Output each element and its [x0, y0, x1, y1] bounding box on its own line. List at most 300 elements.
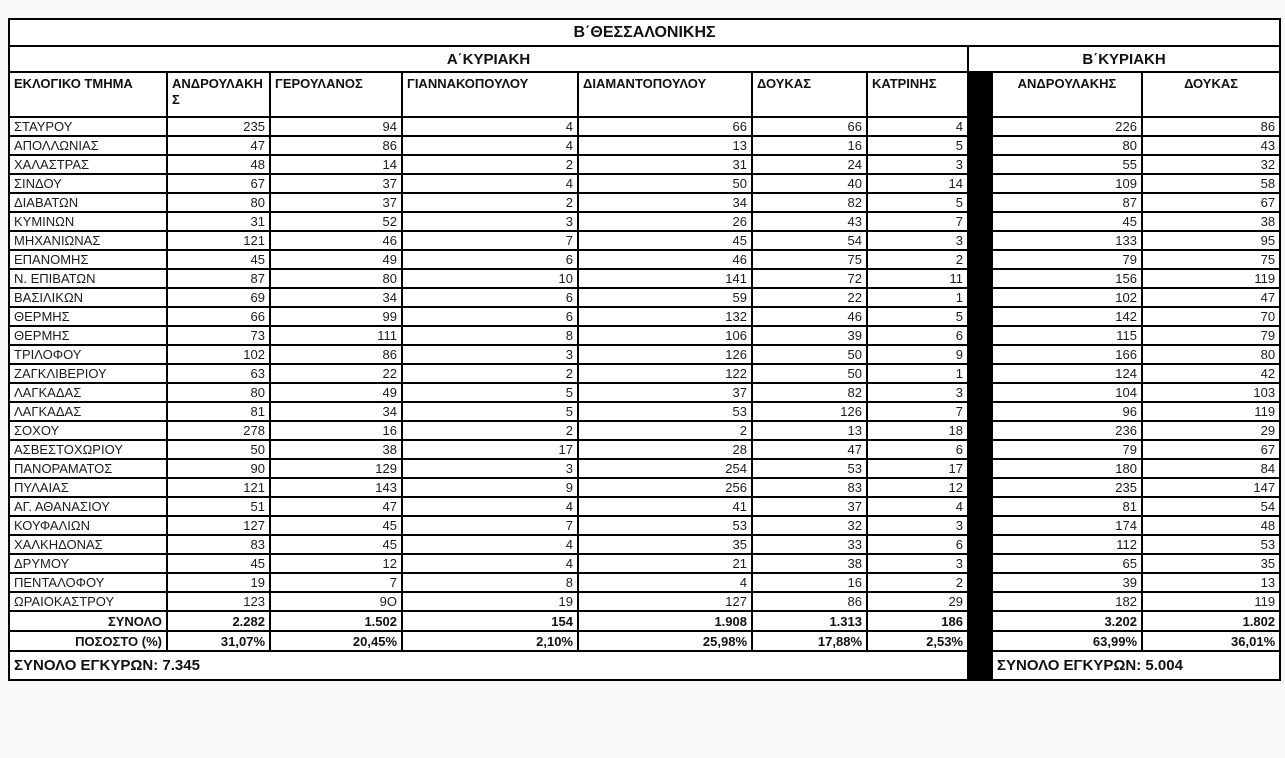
vote-count: 119 [1142, 592, 1280, 611]
table-row [9, 573, 1280, 592]
section-separator [968, 326, 992, 345]
section-separator [968, 307, 992, 326]
percentage-value: 31,07% [167, 631, 270, 651]
section-separator [968, 72, 992, 117]
col-header-doukas-a: ΔΟΥΚΑΣ [752, 72, 867, 117]
table-row [9, 592, 1280, 611]
section-separator [968, 193, 992, 212]
station-name: ΔΡΥΜΟΥ [9, 554, 167, 573]
vote-count: 104 [992, 383, 1142, 402]
table-row [9, 554, 1280, 573]
station-name: ΔΙΑΒΑΤΩΝ [9, 193, 167, 212]
table-row [9, 155, 1280, 174]
totals-row [9, 611, 1280, 631]
station-name: ΑΓ. ΑΘΑΝΑΣΙΟΥ [9, 497, 167, 516]
station-name: ΧΑΛΑΣΤΡΑΣ [9, 155, 167, 174]
section-separator [968, 631, 992, 651]
vote-count: 17 [867, 459, 968, 478]
section-separator [968, 288, 992, 307]
vote-count: 34 [578, 193, 752, 212]
vote-count: 16 [270, 421, 402, 440]
vote-count: 84 [1142, 459, 1280, 478]
vote-count: 48 [1142, 516, 1280, 535]
vote-count: 42 [1142, 364, 1280, 383]
percentage-value: 63,99% [992, 631, 1142, 651]
vote-count: 86 [270, 345, 402, 364]
station-name: ΚΥΜΙΝΩΝ [9, 212, 167, 231]
vote-count: 21 [578, 554, 752, 573]
vote-count: 70 [1142, 307, 1280, 326]
station-name: ΑΣΒΕΣΤΟΧΩΡΙΟΥ [9, 440, 167, 459]
vote-count: 2 [867, 573, 968, 592]
station-name: ΠΥΛΑΙΑΣ [9, 478, 167, 497]
vote-count: 9O [270, 592, 402, 611]
station-name: ΩΡΑΙΟΚΑΣΤΡΟΥ [9, 592, 167, 611]
vote-count: 3 [867, 554, 968, 573]
vote-count: 17 [402, 440, 578, 459]
percentage-value: 2,53% [867, 631, 968, 651]
table-row [9, 307, 1280, 326]
col-header-androulakis-b: ΑΝΔΡΟΥΛΑΚΗΣ [992, 72, 1142, 117]
vote-count: 95 [1142, 231, 1280, 250]
vote-count: 24 [752, 155, 867, 174]
section-separator [968, 611, 992, 631]
vote-count: 3 [402, 212, 578, 231]
section-separator [968, 117, 992, 136]
vote-count: 278 [167, 421, 270, 440]
vote-count: 59 [578, 288, 752, 307]
vote-count: 119 [1142, 269, 1280, 288]
vote-count: 37 [578, 383, 752, 402]
vote-count: 22 [752, 288, 867, 307]
vote-count: 4 [402, 117, 578, 136]
station-name: ΤΡΙΛΟΦΟΥ [9, 345, 167, 364]
vote-count: 2 [578, 421, 752, 440]
vote-count: 3 [867, 516, 968, 535]
table-row [9, 421, 1280, 440]
vote-count: 6 [402, 250, 578, 269]
total-value: 3.202 [992, 611, 1142, 631]
vote-count: 3 [402, 459, 578, 478]
vote-count: 67 [1142, 440, 1280, 459]
vote-count: 50 [167, 440, 270, 459]
vote-count: 129 [270, 459, 402, 478]
vote-count: 180 [992, 459, 1142, 478]
vote-count: 6 [402, 307, 578, 326]
percentage-value: 20,45% [270, 631, 402, 651]
table-row [9, 326, 1280, 345]
vote-count: 4 [402, 497, 578, 516]
vote-count: 46 [752, 307, 867, 326]
section-separator [968, 345, 992, 364]
vote-count: 99 [270, 307, 402, 326]
vote-count: 80 [167, 383, 270, 402]
vote-count: 4 [402, 554, 578, 573]
vote-count: 86 [752, 592, 867, 611]
vote-count: 37 [270, 193, 402, 212]
vote-count: 127 [578, 592, 752, 611]
vote-count: 58 [1142, 174, 1280, 193]
vote-count: 235 [167, 117, 270, 136]
vote-count: 39 [992, 573, 1142, 592]
percentages-label: ΠΟΣΟΣΤΟ (%) [9, 631, 167, 651]
vote-count: 80 [992, 136, 1142, 155]
vote-count: 123 [167, 592, 270, 611]
station-name: ΚΟΥΦΑΛΙΩΝ [9, 516, 167, 535]
vote-count: 65 [992, 554, 1142, 573]
vote-count: 9 [867, 345, 968, 364]
table-row [9, 516, 1280, 535]
vote-count: 53 [578, 516, 752, 535]
vote-count: 111 [270, 326, 402, 345]
vote-count: 236 [992, 421, 1142, 440]
vote-count: 73 [167, 326, 270, 345]
vote-count: 50 [752, 345, 867, 364]
vote-count: 69 [167, 288, 270, 307]
section-separator [968, 516, 992, 535]
vote-count: 16 [752, 573, 867, 592]
vote-count: 32 [752, 516, 867, 535]
vote-count: 96 [992, 402, 1142, 421]
vote-count: 81 [167, 402, 270, 421]
vote-count: 7 [867, 212, 968, 231]
station-name: ΒΑΣΙΛΙΚΩΝ [9, 288, 167, 307]
vote-count: 83 [167, 535, 270, 554]
vote-count: 14 [867, 174, 968, 193]
vote-count: 12 [867, 478, 968, 497]
station-name: ΠΕΝΤΑΛΟΦΟΥ [9, 573, 167, 592]
vote-count: 5 [867, 136, 968, 155]
vote-count: 256 [578, 478, 752, 497]
vote-count: 32 [1142, 155, 1280, 174]
table-row [9, 345, 1280, 364]
table-row [9, 383, 1280, 402]
section-separator [968, 136, 992, 155]
percentage-value: 36,01% [1142, 631, 1280, 651]
vote-count: 127 [167, 516, 270, 535]
vote-count: 13 [1142, 573, 1280, 592]
vote-count: 72 [752, 269, 867, 288]
vote-count: 6 [867, 326, 968, 345]
vote-count: 182 [992, 592, 1142, 611]
total-value: 1.502 [270, 611, 402, 631]
table-row [9, 212, 1280, 231]
vote-count: 45 [992, 212, 1142, 231]
section-separator [968, 383, 992, 402]
vote-count: 11 [867, 269, 968, 288]
vote-count: 82 [752, 383, 867, 402]
col-header-giannakopoulou: ΓΙΑΝΝΑΚΟΠΟΥΛΟΥ [402, 72, 578, 117]
vote-count: 86 [270, 136, 402, 155]
station-name: ΛΑΓΚΑΔΑΣ [9, 402, 167, 421]
vote-count: 7 [270, 573, 402, 592]
vote-count: 126 [578, 345, 752, 364]
vote-count: 79 [1142, 326, 1280, 345]
vote-count: 75 [1142, 250, 1280, 269]
vote-count: 13 [752, 421, 867, 440]
percentage-value: 17,88% [752, 631, 867, 651]
vote-count: 26 [578, 212, 752, 231]
vote-count: 4 [578, 573, 752, 592]
table-row [9, 402, 1280, 421]
section-separator [968, 535, 992, 554]
vote-count: 29 [867, 592, 968, 611]
column-header-row [9, 72, 1280, 117]
vote-count: 53 [578, 402, 752, 421]
vote-count: 2 [402, 421, 578, 440]
section-separator [968, 212, 992, 231]
vote-count: 2 [867, 250, 968, 269]
table-row [9, 459, 1280, 478]
col-header-geroulanos: ΓΕΡΟΥΛΑΝΟΣ [270, 72, 402, 117]
station-name: ΜΗΧΑΝΙΩΝΑΣ [9, 231, 167, 250]
vote-count: 48 [167, 155, 270, 174]
section-separator [968, 364, 992, 383]
section-header-row [9, 46, 1280, 72]
vote-count: 47 [167, 136, 270, 155]
vote-count: 16 [752, 136, 867, 155]
vote-count: 45 [270, 516, 402, 535]
vote-count: 141 [578, 269, 752, 288]
vote-count: 112 [992, 535, 1142, 554]
vote-count: 31 [167, 212, 270, 231]
station-name: ΠΑΝΟΡΑΜΑΤΟΣ [9, 459, 167, 478]
vote-count: 103 [1142, 383, 1280, 402]
vote-count: 90 [167, 459, 270, 478]
vote-count: 28 [578, 440, 752, 459]
section-separator [968, 269, 992, 288]
station-name: ΣΤΑΥΡΟΥ [9, 117, 167, 136]
vote-count: 87 [167, 269, 270, 288]
section-separator [968, 497, 992, 516]
vote-count: 66 [578, 117, 752, 136]
vote-count: 63 [167, 364, 270, 383]
vote-count: 7 [867, 402, 968, 421]
vote-count: 94 [270, 117, 402, 136]
vote-count: 67 [1142, 193, 1280, 212]
results-body [9, 117, 1280, 611]
section-separator [968, 573, 992, 592]
vote-count: 19 [402, 592, 578, 611]
total-value: 1.313 [752, 611, 867, 631]
vote-count: 156 [992, 269, 1142, 288]
vote-count: 38 [270, 440, 402, 459]
vote-count: 12 [270, 554, 402, 573]
col-header-katrinis: ΚΑΤΡΙΝΗΣ [867, 72, 968, 117]
vote-count: 47 [752, 440, 867, 459]
section-separator [968, 155, 992, 174]
vote-count: 87 [992, 193, 1142, 212]
vote-count: 133 [992, 231, 1142, 250]
election-results-table [8, 18, 1281, 681]
vote-count: 53 [1142, 535, 1280, 554]
vote-count: 1 [867, 364, 968, 383]
vote-count: 142 [992, 307, 1142, 326]
vote-count: 14 [270, 155, 402, 174]
vote-count: 226 [992, 117, 1142, 136]
table-row [9, 250, 1280, 269]
vote-count: 45 [270, 535, 402, 554]
vote-count: 46 [578, 250, 752, 269]
vote-count: 38 [1142, 212, 1280, 231]
vote-count: 143 [270, 478, 402, 497]
section-separator [968, 421, 992, 440]
vote-count: 81 [992, 497, 1142, 516]
vote-count: 13 [578, 136, 752, 155]
vote-count: 6 [402, 288, 578, 307]
title-row [9, 19, 1280, 46]
vote-count: 5 [867, 193, 968, 212]
percentage-value: 2,10% [402, 631, 578, 651]
percentage-value: 25,98% [578, 631, 752, 651]
station-name: Ν. ΕΠΙΒΑΤΩΝ [9, 269, 167, 288]
col-header-station: ΕΚΛΟΓΙΚΟ ΤΜΗΜΑ [9, 72, 167, 117]
section-separator [968, 174, 992, 193]
vote-count: 45 [578, 231, 752, 250]
vote-count: 6 [867, 535, 968, 554]
vote-count: 49 [270, 250, 402, 269]
vote-count: 9 [402, 478, 578, 497]
station-name: ΘΕΡΜΗΣ [9, 307, 167, 326]
table-row [9, 136, 1280, 155]
vote-count: 235 [992, 478, 1142, 497]
vote-count: 3 [867, 231, 968, 250]
vote-count: 19 [167, 573, 270, 592]
vote-count: 49 [270, 383, 402, 402]
col-header-androulakis-a: ΑΝΔΡΟΥΛΑΚΗΣ [167, 72, 270, 117]
vote-count: 50 [578, 174, 752, 193]
vote-count: 121 [167, 478, 270, 497]
vote-count: 5 [402, 383, 578, 402]
page-title: Β΄ΘΕΣΣΑΛΟΝΙΚΗΣ [9, 19, 1280, 46]
vote-count: 67 [167, 174, 270, 193]
valid-votes-row [9, 651, 1280, 680]
station-name: ΧΑΛΚΗΔΟΝΑΣ [9, 535, 167, 554]
table-row [9, 174, 1280, 193]
section-first-sunday: Α΄ΚΥΡΙΑΚΗ [9, 46, 968, 72]
totals-label: ΣΥΝΟΛΟ [9, 611, 167, 631]
vote-count: 174 [992, 516, 1142, 535]
vote-count: 80 [270, 269, 402, 288]
section-separator [968, 459, 992, 478]
vote-count: 47 [270, 497, 402, 516]
section-separator [968, 402, 992, 421]
vote-count: 41 [578, 497, 752, 516]
table-row [9, 478, 1280, 497]
vote-count: 82 [752, 193, 867, 212]
vote-count: 2 [402, 364, 578, 383]
vote-count: 109 [992, 174, 1142, 193]
vote-count: 7 [402, 516, 578, 535]
vote-count: 8 [402, 573, 578, 592]
vote-count: 4 [402, 535, 578, 554]
table-row [9, 288, 1280, 307]
percentages-row [9, 631, 1280, 651]
vote-count: 147 [1142, 478, 1280, 497]
vote-count: 47 [1142, 288, 1280, 307]
vote-count: 37 [270, 174, 402, 193]
section-separator [968, 554, 992, 573]
vote-count: 4 [402, 136, 578, 155]
vote-count: 102 [992, 288, 1142, 307]
vote-count: 5 [867, 307, 968, 326]
vote-count: 54 [1142, 497, 1280, 516]
vote-count: 254 [578, 459, 752, 478]
section-separator [968, 651, 992, 680]
vote-count: 7 [402, 231, 578, 250]
vote-count: 2 [402, 155, 578, 174]
vote-count: 3 [867, 155, 968, 174]
vote-count: 45 [167, 250, 270, 269]
vote-count: 51 [167, 497, 270, 516]
table-row [9, 193, 1280, 212]
vote-count: 52 [270, 212, 402, 231]
section-separator [968, 478, 992, 497]
vote-count: 45 [167, 554, 270, 573]
vote-count: 33 [752, 535, 867, 554]
vote-count: 37 [752, 497, 867, 516]
table-row [9, 269, 1280, 288]
total-value: 186 [867, 611, 968, 631]
table-row [9, 117, 1280, 136]
vote-count: 119 [1142, 402, 1280, 421]
vote-count: 3 [867, 383, 968, 402]
station-name: ΖΑΓΚΛΙΒΕΡΙΟΥ [9, 364, 167, 383]
vote-count: 83 [752, 478, 867, 497]
vote-count: 50 [752, 364, 867, 383]
table-row [9, 497, 1280, 516]
col-header-doukas-b: ΔΟΥΚΑΣ [1142, 72, 1280, 117]
vote-count: 35 [578, 535, 752, 554]
vote-count: 29 [1142, 421, 1280, 440]
vote-count: 31 [578, 155, 752, 174]
total-value: 1.908 [578, 611, 752, 631]
vote-count: 53 [752, 459, 867, 478]
section-separator [968, 250, 992, 269]
vote-count: 79 [992, 250, 1142, 269]
table-row [9, 364, 1280, 383]
vote-count: 79 [992, 440, 1142, 459]
vote-count: 126 [752, 402, 867, 421]
section-separator [968, 592, 992, 611]
vote-count: 22 [270, 364, 402, 383]
vote-count: 34 [270, 402, 402, 421]
vote-count: 86 [1142, 117, 1280, 136]
total-value: 154 [402, 611, 578, 631]
vote-count: 75 [752, 250, 867, 269]
table-row [9, 231, 1280, 250]
vote-count: 39 [752, 326, 867, 345]
vote-count: 4 [867, 117, 968, 136]
vote-count: 8 [402, 326, 578, 345]
total-value: 2.282 [167, 611, 270, 631]
vote-count: 115 [992, 326, 1142, 345]
vote-count: 66 [167, 307, 270, 326]
vote-count: 54 [752, 231, 867, 250]
vote-count: 18 [867, 421, 968, 440]
vote-count: 10 [402, 269, 578, 288]
section-second-sunday: Β΄ΚΥΡΙΑΚΗ [968, 46, 1280, 72]
station-name: ΣΟΧΟΥ [9, 421, 167, 440]
valid-votes-second-sunday: ΣΥΝΟΛΟ ΕΓΚΥΡΩΝ: 5.004 [992, 651, 1280, 680]
station-name: ΣΙΝΔΟΥ [9, 174, 167, 193]
vote-count: 3 [402, 345, 578, 364]
vote-count: 102 [167, 345, 270, 364]
vote-count: 80 [167, 193, 270, 212]
table-row [9, 535, 1280, 554]
vote-count: 43 [1142, 136, 1280, 155]
vote-count: 34 [270, 288, 402, 307]
